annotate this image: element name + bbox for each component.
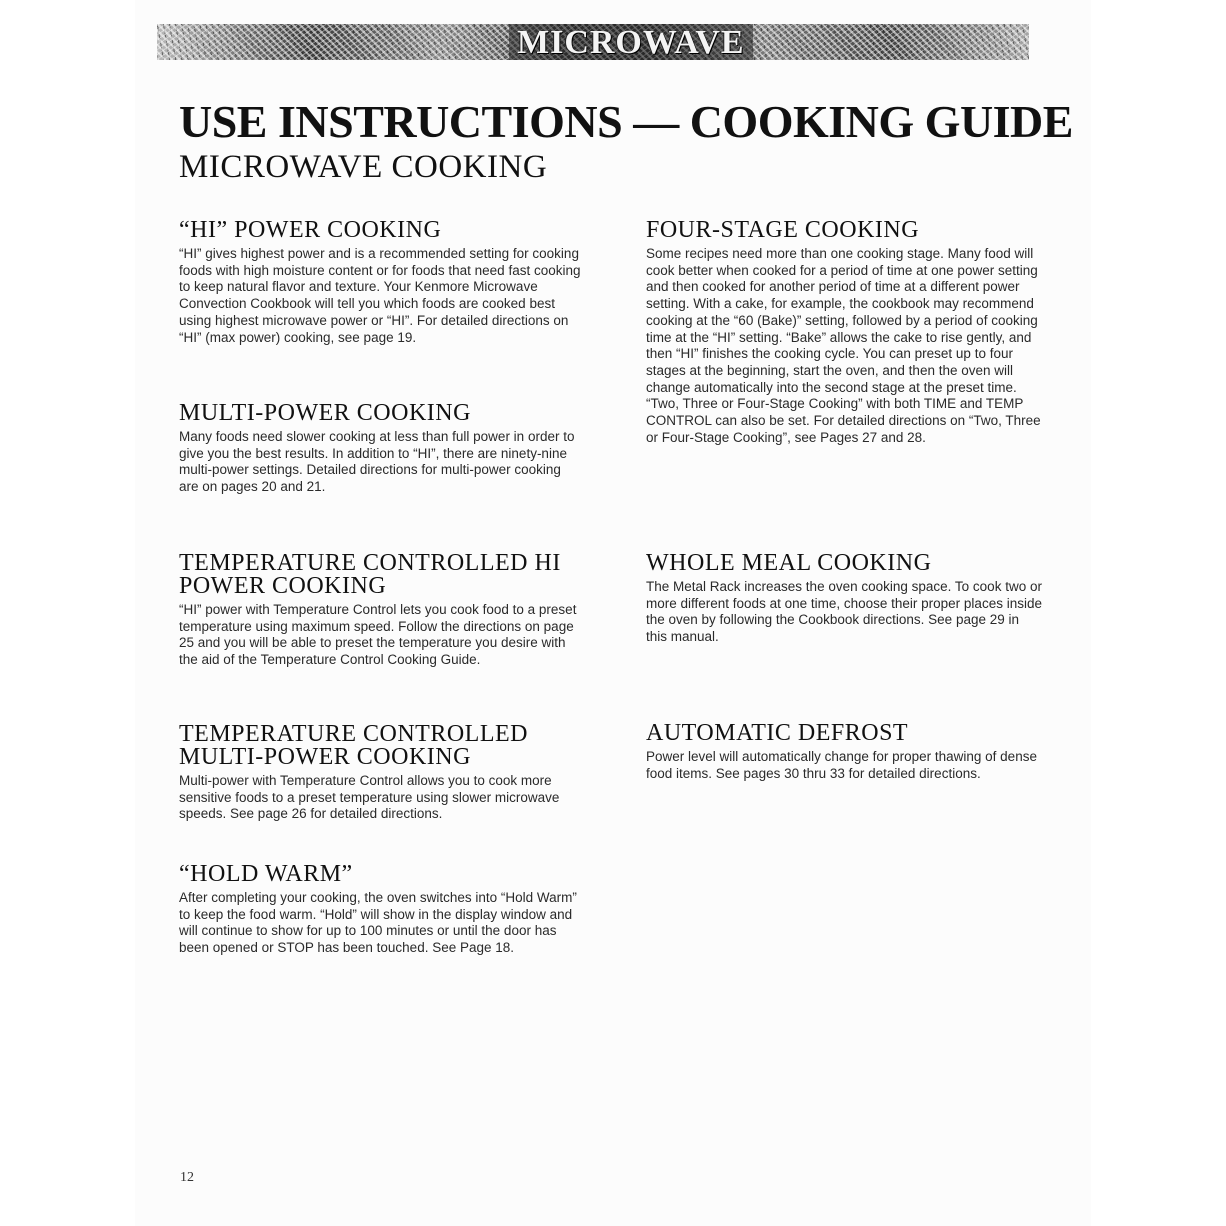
- section-heading: TEMPERATURE CONTROLLED HI POWER COOKING: [179, 550, 561, 599]
- section-heading: FOUR-STAGE COOKING: [646, 217, 920, 243]
- section-heading: MULTI-POWER COOKING: [179, 400, 471, 426]
- section-multi-power: [179, 402, 583, 496]
- section-body: “HI” gives highest power and is a recommended setting for cooking foods with high moisture content or for foods that need fast cooking to keep natural flavor and texture. Your Kenmore Microwave Convection Cookbook will tell you which foods are cooked best using highest microwave power or “HI”. For detailed directions on “HI” (max power) cooking, see page 19.: [179, 246, 581, 345]
- section-body: After completing your cooking, the oven switches into “Hold Warm” to keep the food warm. “Hold” will show in the display window and will continue to show for up to 100 minutes or until the door has been opened or STOP has been touched. See Page 18.: [179, 890, 577, 956]
- section-hold-warm: [179, 863, 583, 957]
- section-temp-controlled-multi: [179, 723, 583, 823]
- section-body: Multi-power with Temperature Control allows you to cook more sensitive foods to a preset temperature using slower microwave speeds. See page 26 for detailed directions.: [179, 773, 560, 822]
- section-heading: “HI” POWER COOKING: [179, 217, 442, 243]
- section-four-stage: [646, 219, 1042, 446]
- section-heading: “HOLD WARM”: [179, 861, 353, 887]
- section-whole-meal: [646, 552, 1042, 646]
- page-number: 12: [180, 1170, 194, 1185]
- section-body: “HI” power with Temperature Control lets you cook food to a preset temperature using maximum speed. Follow the directions on page 25 and you will be able to preset the temperature you desire with the aid of the Temperature Control Cooking Guide.: [179, 602, 577, 668]
- section-hi-power: [179, 219, 583, 346]
- section-heading: WHOLE MEAL COOKING: [646, 550, 932, 576]
- section-automatic-defrost: [646, 722, 1042, 782]
- section-temp-controlled-hi: [179, 552, 583, 669]
- microwave-banner: [157, 24, 1029, 60]
- section-body: The Metal Rack increases the oven cooking space. To cook two or more different foods at one time, choose their proper places inside the oven by following the Cookbook directions. See page 29 in this manual.: [646, 579, 1042, 645]
- section-heading: TEMPERATURE CONTROLLED MULTI-POWER COOKING: [179, 721, 528, 770]
- page-subtitle: MICROWAVE COOKING: [179, 149, 548, 185]
- section-body: Some recipes need more than one cooking stage. Many food will cook better when cooked for a period of time at one power setting and then cooked for another period of time at a different power setting. With a cake, for example, the cookbook may recommend cooking at the “60 (Bake)” setting, followed by a period of cooking time at the “HI” setting. “Bake” allows the cake to rise gently, and then “HI” finishes the cooking cycle. You can preset up to four stages at the beginning, start the oven, and then the oven will change automatically into the second stage at the preset time. “Two, Three or Four-Stage Cooking” with both TIME and TEMP CONTROL can also be set. For detailed directions on “Two, Three or Four-Stage Cooking”, see Pages 27 and 28.: [646, 246, 1041, 445]
- page-title: USE INSTRUCTIONS — COOKING GUIDE: [179, 96, 1073, 147]
- section-body: Many foods need slower cooking at less than full power in order to give you the best results. In addition to “HI”, there are ninety-nine multi-power settings. Detailed directions for multi-power cooking are on pages 20 and 21.: [179, 429, 575, 495]
- section-heading: AUTOMATIC DEFROST: [646, 720, 909, 746]
- banner-label: MICROWAVE: [509, 24, 753, 60]
- section-body: Power level will automatically change for proper thawing of dense food items. See pages 30 thru 33 for detailed directions.: [646, 749, 1037, 781]
